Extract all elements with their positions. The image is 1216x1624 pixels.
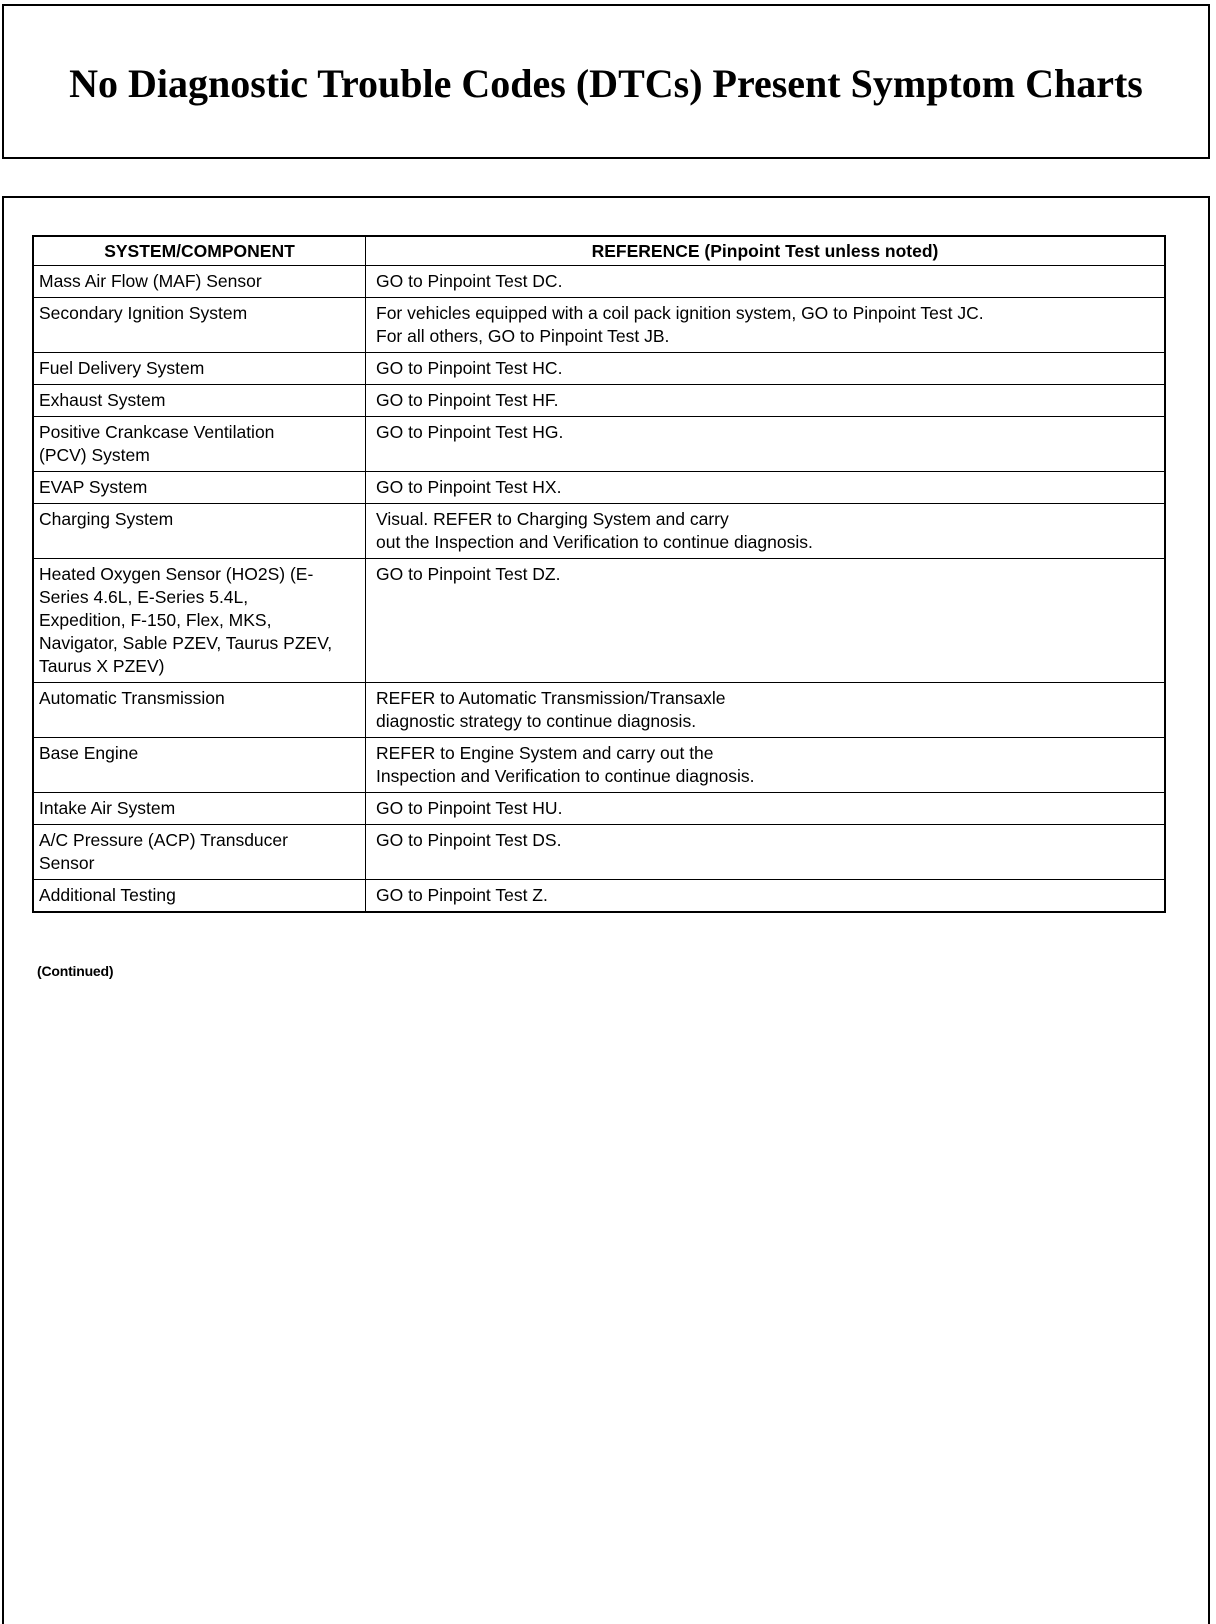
- reference-line: REFER to Engine System and carry out the: [376, 743, 714, 763]
- table-row: [33, 504, 1165, 559]
- header-reference: REFERENCE (Pinpoint Test unless noted): [366, 236, 1166, 266]
- row-reference: [366, 825, 1166, 880]
- reference-line: For vehicles equipped with a coil pack ignition system, GO to Pinpoint Test JC.: [376, 303, 984, 323]
- row-component: Automatic Transmission: [33, 683, 366, 738]
- header-system-component: SYSTEM/COMPONENT: [33, 236, 366, 266]
- table-row: [33, 683, 1165, 738]
- reference-line: GO to Pinpoint Test DZ.: [376, 564, 561, 584]
- row-component: Secondary Ignition System: [33, 298, 366, 353]
- continued-note: (Continued): [37, 963, 114, 979]
- title-box: [2, 4, 1210, 159]
- row-reference: [366, 385, 1166, 417]
- table-row: [33, 353, 1165, 385]
- row-component: Charging System: [33, 504, 366, 559]
- symptom-chart-table: [32, 235, 1166, 913]
- row-reference: [366, 353, 1166, 385]
- row-reference: [366, 559, 1166, 683]
- table-row: [33, 793, 1165, 825]
- row-reference: [366, 793, 1166, 825]
- row-component: Exhaust System: [33, 385, 366, 417]
- reference-line: GO to Pinpoint Test HX.: [376, 477, 562, 497]
- reference-line: REFER to Automatic Transmission/Transaxle: [376, 688, 726, 708]
- reference-line: Inspection and Verification to continue diagnosis.: [376, 766, 755, 786]
- table-header-row: [33, 236, 1165, 266]
- row-reference: [366, 417, 1166, 472]
- row-component: Mass Air Flow (MAF) Sensor: [33, 266, 366, 298]
- reference-line: out the Inspection and Verification to continue diagnosis.: [376, 532, 813, 552]
- row-reference: [366, 683, 1166, 738]
- page-title: No Diagnostic Trouble Codes (DTCs) Present Symptom Charts: [69, 61, 1143, 106]
- table-row: [33, 417, 1165, 472]
- table-row: [33, 738, 1165, 793]
- row-reference: [366, 298, 1166, 353]
- reference-line: GO to Pinpoint Test DS.: [376, 830, 562, 850]
- row-reference: [366, 880, 1166, 913]
- row-reference: [366, 738, 1166, 793]
- reference-line: GO to Pinpoint Test HG.: [376, 422, 564, 442]
- row-component: A/C Pressure (ACP) Transducer Sensor: [33, 825, 366, 880]
- reference-line: GO to Pinpoint Test HF.: [376, 390, 559, 410]
- table-row: [33, 266, 1165, 298]
- row-component: Additional Testing: [33, 880, 366, 913]
- table-row: [33, 385, 1165, 417]
- row-reference: [366, 504, 1166, 559]
- row-component: Intake Air System: [33, 793, 366, 825]
- row-reference: [366, 472, 1166, 504]
- reference-line: GO to Pinpoint Test Z.: [376, 885, 548, 905]
- row-component: Heated Oxygen Sensor (HO2S) (E-Series 4.6L, E-Series 5.4L, Expedition, F-150, Flex, MKS, Navigator, Sable PZEV, Taurus PZEV, Taurus X PZEV): [33, 559, 366, 683]
- table-row: [33, 298, 1165, 353]
- table-row: [33, 825, 1165, 880]
- table-row: [33, 559, 1165, 683]
- table-row: [33, 880, 1165, 913]
- reference-line: GO to Pinpoint Test DC.: [376, 271, 563, 291]
- reference-line: Visual. REFER to Charging System and carry: [376, 509, 729, 529]
- reference-line: GO to Pinpoint Test HC.: [376, 358, 563, 378]
- content-box: [2, 196, 1210, 1624]
- row-component: EVAP System: [33, 472, 366, 504]
- row-component: Fuel Delivery System: [33, 353, 366, 385]
- reference-line: For all others, GO to Pinpoint Test JB.: [376, 326, 670, 346]
- row-component: Positive Crankcase Ventilation (PCV) System: [33, 417, 366, 472]
- reference-line: GO to Pinpoint Test HU.: [376, 798, 563, 818]
- table-row: [33, 472, 1165, 504]
- reference-line: diagnostic strategy to continue diagnosis.: [376, 711, 697, 731]
- row-component: Base Engine: [33, 738, 366, 793]
- row-reference: [366, 266, 1166, 298]
